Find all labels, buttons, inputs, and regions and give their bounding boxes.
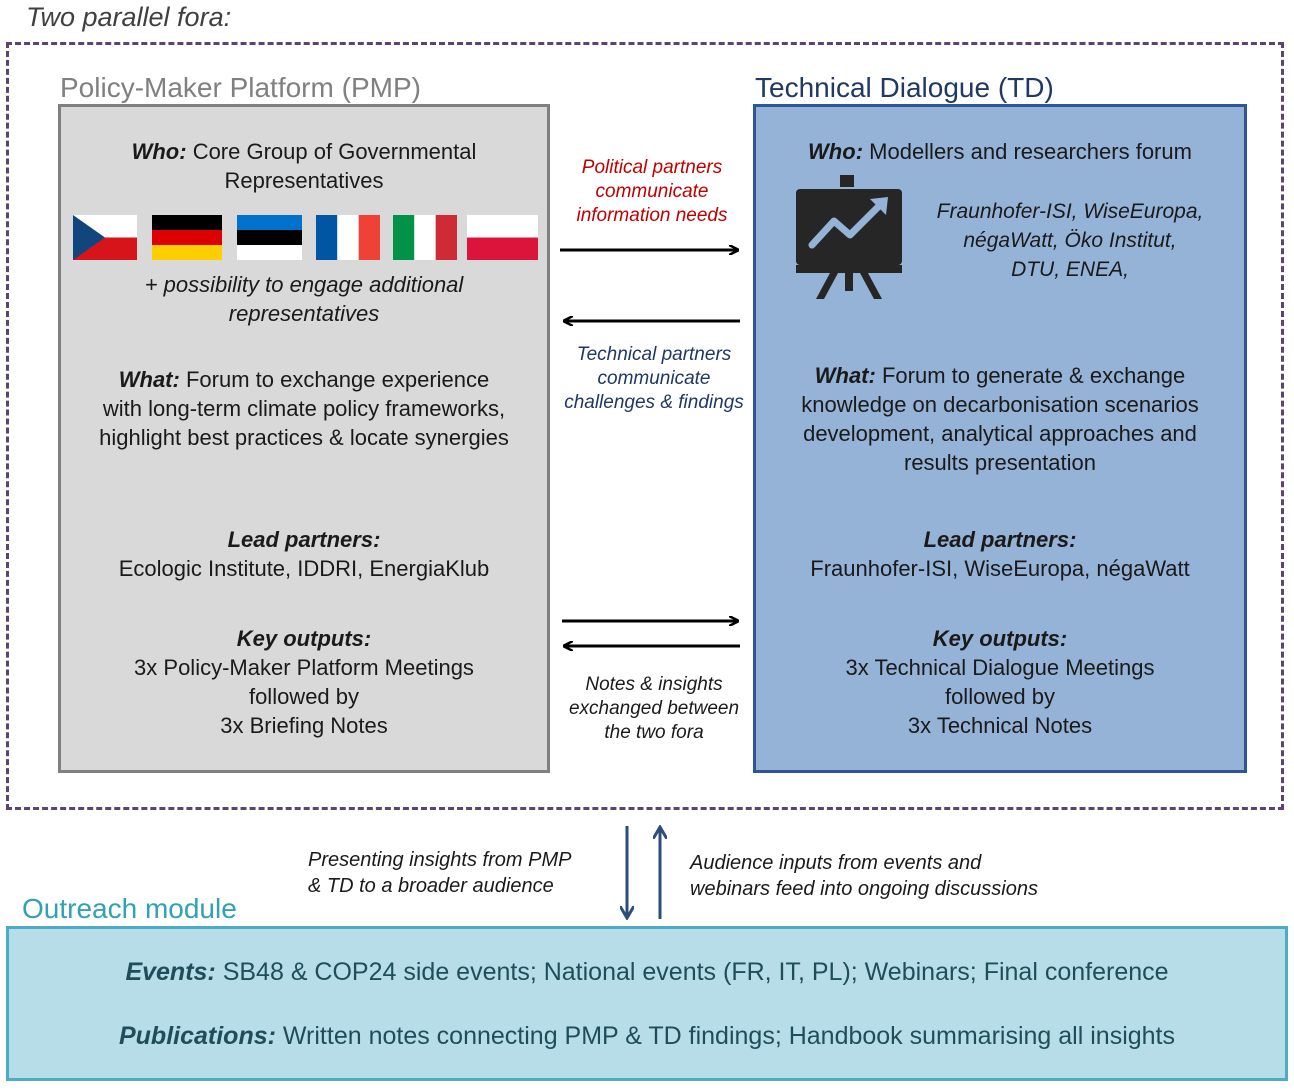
audience-inputs-label [690, 850, 1038, 902]
pmp-what-text-3: highlight best practices & locate synergies [99, 425, 509, 450]
td-lead-label: Lead partners: [923, 527, 1077, 552]
td-outputs-2: followed by [944, 684, 1056, 709]
publications-text: Written notes connecting PMP & TD findings; Handbook summarising all insights [275, 1022, 1176, 1050]
pmp-additional-1: + possibility to engage additional [144, 272, 464, 297]
presenting-insights-label [308, 847, 571, 899]
audience-label-1: Audience inputs from events and [690, 852, 982, 874]
td-what-text-1: Forum to generate & exchange [881, 363, 1186, 388]
pmp-who-text: Core Group of Governmental [192, 139, 477, 164]
pmp-outputs-2: followed by [248, 684, 360, 709]
pmp-outputs-1: 3x Policy-Maker Platform Meetings [134, 655, 474, 680]
td-partners-3: DTU, ENEA, [1011, 258, 1129, 281]
td-outputs-3: 3x Technical Notes [907, 713, 1093, 738]
notes-exchange-label [552, 673, 756, 745]
td-outputs-1: 3x Technical Dialogue Meetings [845, 655, 1155, 680]
pmp-lead-text: Ecologic Institute, IDDRI, EnergiaKlub [118, 556, 490, 581]
events-label: Events: [125, 958, 216, 986]
events-text: SB48 & COP24 side events; National events (FR, IT, PL); Webinars; Final conference [215, 958, 1169, 986]
technical-label-2: communicate [597, 368, 711, 389]
pmp-outputs-label: Key outputs: [236, 626, 372, 651]
td-what-text-2: knowledge on decarbonisation scenarios [801, 392, 1199, 417]
pmp-what-text-1: Forum to exchange experience [185, 367, 490, 392]
outreach-box [6, 926, 1288, 1081]
pmp-additional-2: representatives [228, 301, 380, 326]
td-what-label: What: [814, 363, 876, 388]
pmp-who-label: Who: [131, 139, 187, 164]
notes-label-3: the two fora [604, 722, 704, 743]
notes-label-1: Notes & insights [585, 674, 723, 695]
td-who-text: Modellers and researchers forum [869, 139, 1192, 164]
political-label-2: communicate [595, 181, 709, 202]
td-what-text-3: development, analytical approaches and [803, 421, 1197, 446]
fora-title: Two parallel fora: [26, 2, 232, 32]
td-outputs-label: Key outputs: [932, 626, 1068, 651]
political-label-1: Political partners [581, 157, 723, 178]
td-partners-2: négaWatt, Öko Institut, [963, 229, 1177, 252]
audience-label-2: webinars feed into ongoing discussions [690, 878, 1038, 900]
technical-partners-label [552, 343, 756, 415]
political-partners-label [552, 156, 752, 228]
outreach-title: Outreach module [22, 893, 237, 924]
pmp-outputs-3: 3x Briefing Notes [220, 713, 388, 738]
td-what-text-4: results presentation [904, 450, 1096, 475]
presenting-label-2: & TD to a broader audience [308, 875, 554, 897]
political-label-3: information needs [576, 205, 728, 226]
pmp-who-text-2: Representatives [224, 168, 384, 193]
td-lead-text: Fraunhofer-ISI, WiseEuropa, négaWatt [810, 556, 1190, 581]
td-partners-1: Fraunhofer-ISI, WiseEuropa, [936, 200, 1204, 223]
technical-label-1: Technical partners [576, 344, 732, 365]
td-who-label: Who: [808, 139, 864, 164]
outreach-events [6, 958, 1288, 987]
pmp-what-text-2: with long-term climate policy frameworks, [102, 396, 506, 421]
technical-label-3: challenges & findings [564, 392, 744, 413]
presenting-label-1: Presenting insights from PMP [308, 849, 572, 871]
pmp-lead-label: Lead partners: [227, 527, 381, 552]
pmp-what-label: What: [118, 367, 180, 392]
publications-label: Publications: [118, 1022, 276, 1050]
pmp-title: Policy-Maker Platform (PMP) [60, 72, 421, 103]
td-title: Technical Dialogue (TD) [755, 72, 1054, 103]
notes-label-2: exchanged between [568, 698, 740, 719]
outreach-publications [6, 1022, 1288, 1051]
